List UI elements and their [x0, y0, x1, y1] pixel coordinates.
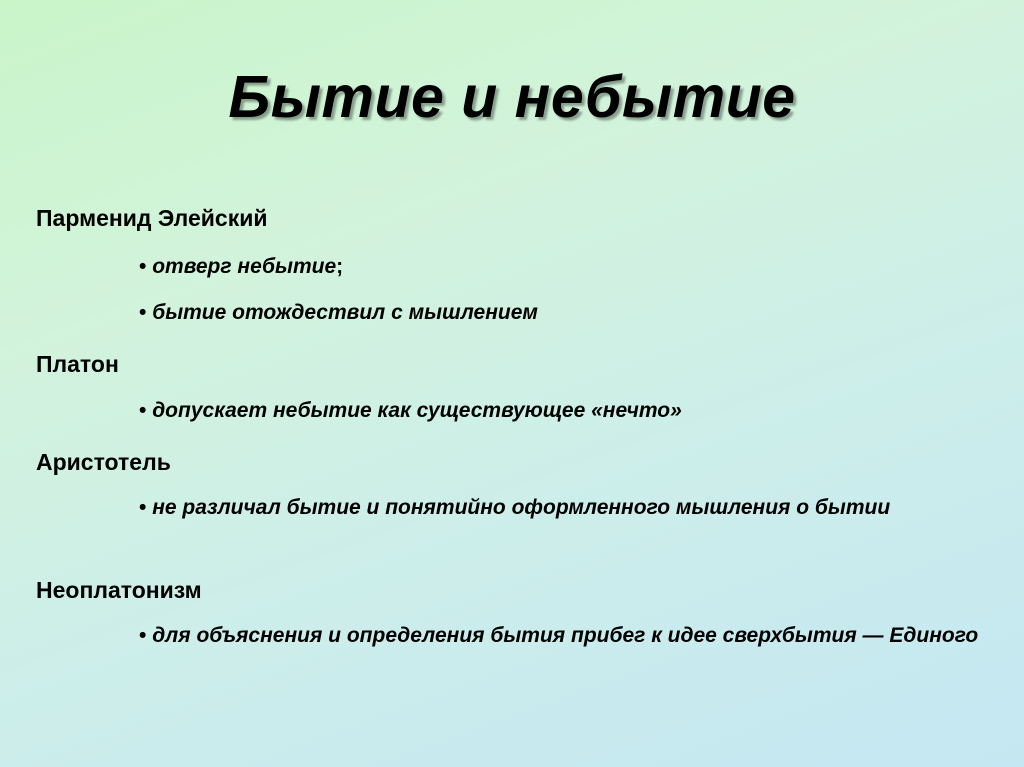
section-heading-parmenides: Парменид Элейский — [36, 205, 268, 231]
bullet-icon: • — [139, 399, 147, 422]
bullet-point — [139, 396, 979, 426]
bullet-text: бытие отождествил с мышлением — [152, 301, 538, 324]
bullet-icon: • — [139, 624, 147, 647]
bullet-point — [139, 493, 979, 523]
bullet-point — [139, 298, 979, 328]
section-heading-plato: Платон — [36, 351, 119, 377]
section-heading-neoplatonism: Неоплатонизм — [36, 577, 202, 603]
bullet-text: отверг небытие — [152, 255, 337, 278]
bullet-icon: • — [139, 301, 147, 324]
bullet-point — [139, 252, 979, 282]
bullet-icon: • — [139, 255, 147, 278]
bullet-suffix: ; — [336, 255, 344, 278]
bullet-text: не различал бытие и понятийно оформленного мышления о бытии — [152, 496, 891, 519]
section-heading-aristotle: Аристотель — [36, 449, 171, 475]
bullet-text: допускает небытие как существующее «нечто» — [152, 399, 682, 422]
slide-title: Бытие и небытие — [228, 64, 796, 130]
bullet-point — [139, 621, 979, 651]
bullet-icon: • — [139, 496, 147, 519]
bullet-text: для объяснения и определения бытия прибег к идее сверхбытия — Единого — [152, 624, 979, 647]
